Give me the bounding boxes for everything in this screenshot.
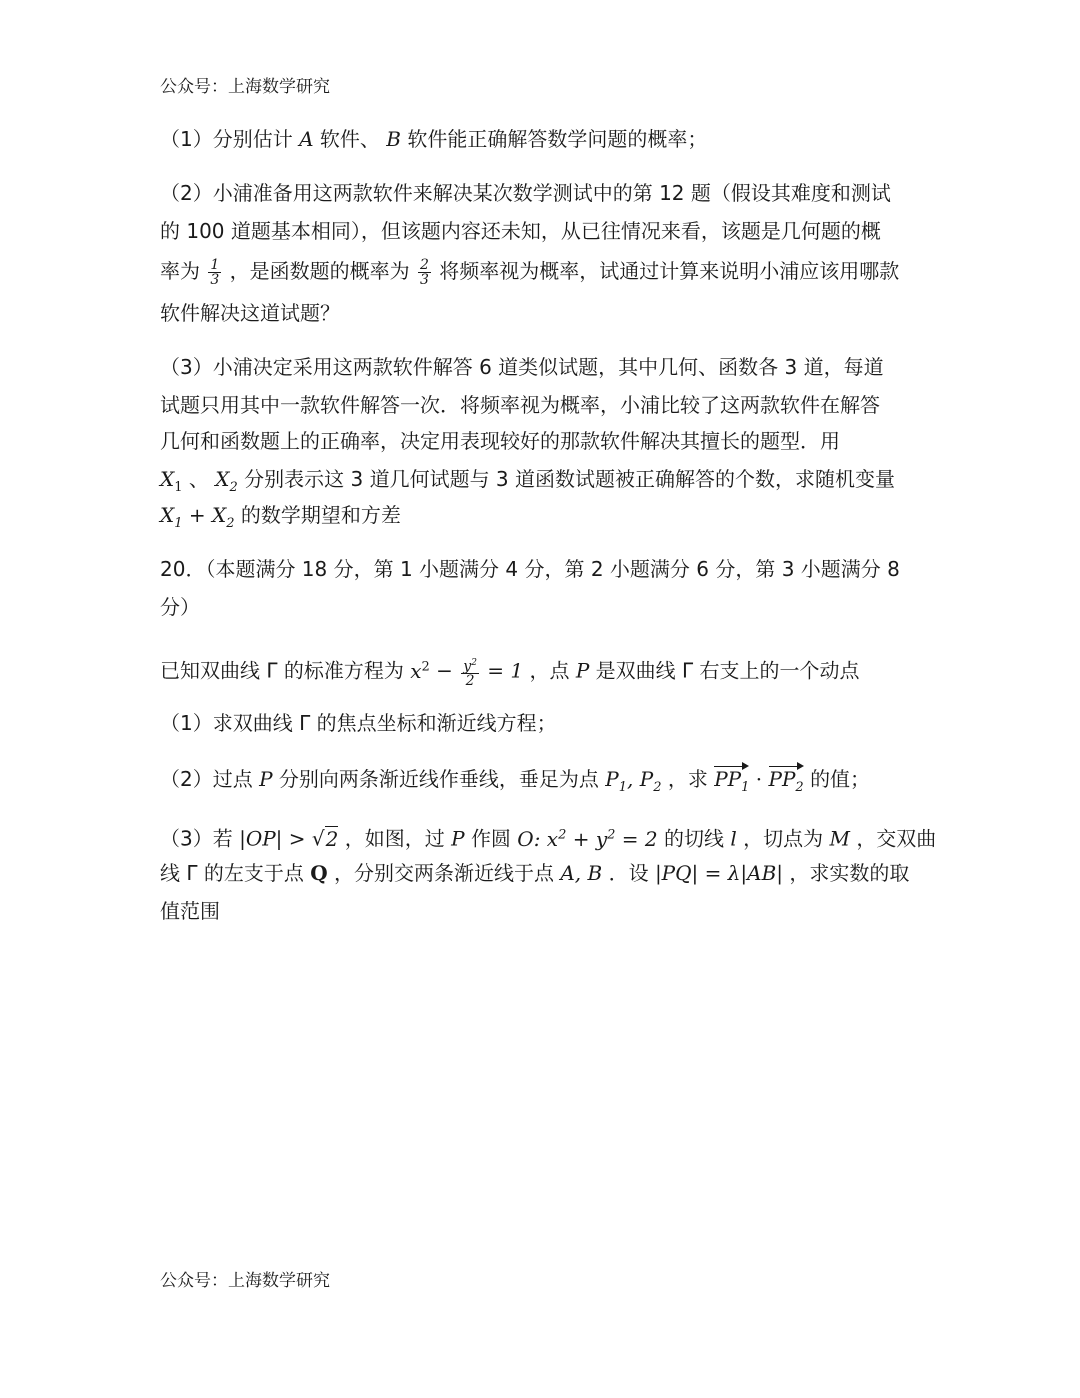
text: ，求实数的取 — [789, 861, 910, 885]
math-A-B: A, B — [560, 861, 603, 885]
math-abs-OP: |OP| > — [239, 826, 312, 851]
fraction-y2-over-2: $\frac{y^2}{2}$ — [463, 657, 477, 690]
math-X1-plus-X2: $X_1 + X_2$ — [160, 503, 235, 531]
text: ，点 — [529, 658, 570, 683]
q19-part3-line5 — [160, 500, 401, 539]
text: 的切线 — [663, 826, 724, 851]
q19-part2-line3 — [160, 256, 899, 287]
q20-part3-line3: 值范围 — [160, 899, 220, 923]
text: 、 — [188, 467, 209, 491]
q19-part2-line4: 软件解决这道试题？ — [160, 301, 340, 325]
text: 是双曲线 Γ 右支上的一个动点 — [595, 658, 860, 683]
q20-part1: （1）求双曲线 Γ 的焦点坐标和渐近线方程； — [160, 711, 557, 735]
math-relation: |PQ| = λ|AB| — [654, 861, 784, 885]
text: （1）分别估计 — [160, 127, 293, 151]
math-x-squared: $x^2$ — [410, 658, 430, 683]
math-Q: Q — [310, 861, 328, 885]
math-circle-O: O: $x^2 + y^2 = 2$ — [517, 826, 658, 851]
q19-part2-line1: （2）小浦准备用这两款软件来解决某次数学测试中的第 12 题（假设其难度和测试 — [160, 181, 891, 205]
vector-PP1: $PP_1$ — [714, 764, 749, 803]
math-P: P — [259, 767, 273, 791]
math-eq-one: = 1 — [487, 658, 524, 683]
q20-part2: （2）过点 P 分别向两条渐近线作垂线，垂足为点 $P_1$, $P_2$ ，求 $PP_1 \cdot PP_2$ 的值； — [160, 764, 870, 803]
vector-PP2: $PP_2$ — [769, 764, 804, 803]
math-l: l — [730, 826, 737, 851]
text: ，是函数题的概率为 — [229, 259, 410, 283]
q19-part3-line3: 几何和函数题上的正确率，决定用表现较好的那款软件解决其擅长的题型．用 — [160, 429, 840, 453]
text: 软件、 — [319, 127, 380, 151]
text: 已知双曲线 Γ 的标准方程为 — [160, 658, 404, 683]
text: ．设 — [608, 861, 649, 885]
text: 的值； — [810, 767, 871, 791]
q19-part2-line2: 的 100 道题基本相同），但该题内容还未知，从已往情况来看，该题是几何题的概 — [160, 219, 881, 243]
text: ，切点为 — [743, 826, 824, 851]
page-footer: 公众号：上海数学研究 — [160, 1271, 330, 1291]
q19-part3-line4 — [160, 464, 895, 503]
math-P: P — [451, 826, 465, 851]
text: 率为 — [160, 259, 200, 283]
text: 软件能正确解答数学问题的概率； — [407, 127, 708, 151]
math-B: B — [386, 127, 401, 151]
fraction-one-third: $\frac{1}{3}$ — [210, 257, 220, 288]
text: （2）过点 — [160, 767, 253, 791]
text: （3）若 — [160, 826, 233, 851]
math-X1: $X_1$ — [160, 467, 183, 495]
text: 的数学期望和方差 — [240, 503, 401, 527]
q19-part3-line2: 试题只用其中一款软件解答一次．将频率视为概率，小浦比较了这两款软件在解答 — [160, 393, 880, 417]
text: ，如图，过 — [344, 826, 445, 851]
math-M: M — [829, 826, 850, 851]
math-X2: $X_2$ — [215, 467, 238, 495]
q19-part1 — [160, 124, 707, 154]
q20-stem: 已知双曲线 Γ 的标准方程为 $x^2$ − $\frac{y^2}{2}$ = 1 ，点 P 是双曲线 Γ 右支上的一个动点 — [160, 657, 860, 690]
q20-heading-line1: 20．（本题满分 18 分，第 1 小题满分 4 分，第 2 小题满分 6 分，第 3 小题满分 8 — [160, 557, 900, 581]
q19-part3-line1: （3）小浦决定采用这两款软件解答 6 道类似试题，其中几何、函数各 3 道，每道 — [160, 355, 884, 379]
fraction-two-thirds: $\frac{2}{3}$ — [420, 257, 429, 288]
text: 作圆 — [470, 826, 511, 851]
q20-part3-line2 — [160, 858, 909, 888]
page-header: 公众号：上海数学研究 — [160, 77, 330, 97]
text: 分别向两条渐近线作垂线，垂足为点 — [278, 767, 599, 791]
math-P1-P2: $P_1$, $P_2$ — [605, 767, 662, 795]
text: 将频率视为概率，试通过计算来说明小浦应该用哪款 — [439, 259, 900, 283]
math-A: A — [299, 127, 314, 151]
q20-part3-line1 — [160, 820, 936, 854]
text: ，交双曲 — [856, 826, 937, 851]
text: 分别表示这 3 道几何试题与 3 道函数试题被正确解答的个数，求随机变量 — [244, 467, 896, 491]
text: ，分别交两条渐近线于点 — [334, 861, 554, 885]
math-P: P — [575, 658, 590, 683]
text: 线 Γ 的左支于点 — [160, 861, 304, 885]
sqrt-two: √2 — [311, 826, 339, 851]
text: ，求 — [667, 767, 708, 791]
q20-heading-line2: 分） — [160, 595, 200, 619]
